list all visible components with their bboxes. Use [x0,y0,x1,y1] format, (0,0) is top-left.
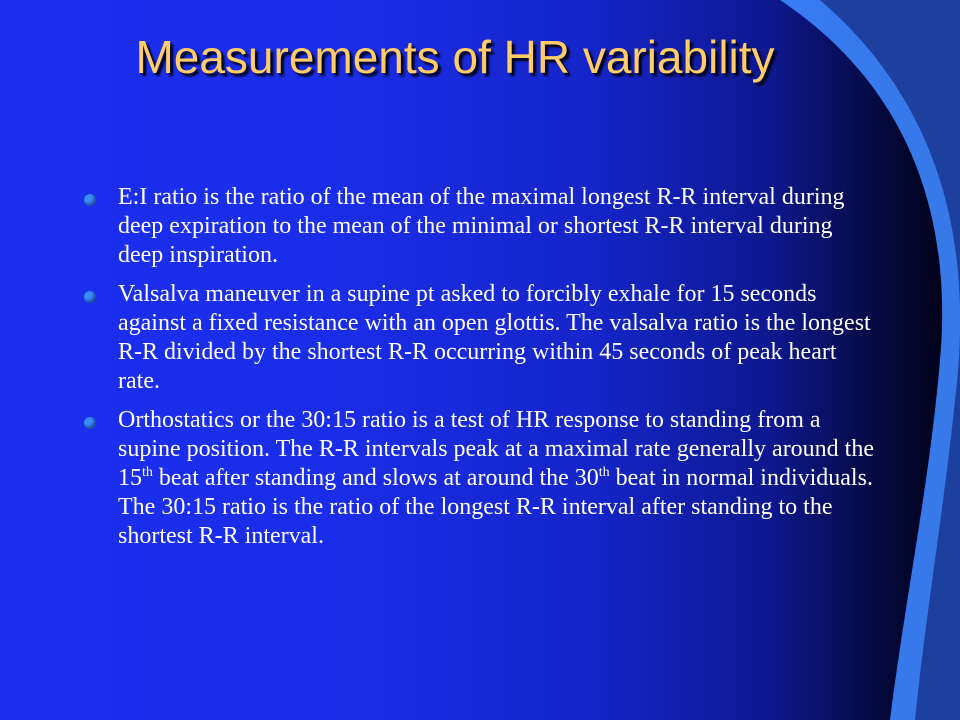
bullet-ei-ratio [84,183,874,270]
superscript-th: th [142,465,153,480]
bullet-dot-icon [84,194,96,206]
slide-title: Measurements of HR variability [135,31,775,83]
bullet-dot-icon [84,291,96,303]
bullet-dot-icon [84,417,96,429]
bullet-text-part1: Orthostatics or the 30:15 ratio is a test of HR response to standing from a supine position. The R-R intervals peak at a maximal rate generally around the 15 [118,407,874,491]
bullet-text-part3: beat in normal individuals. The 30:15 ratio is the ratio of the longest R-R interval after standing to the shortest R-R interval. [118,465,873,549]
bullet-text: E:I ratio is the ratio of the mean of the maximal longest R-R interval during deep expiration to the mean of the minimal or shortest R-R interval during deep inspiration. [118,184,845,268]
bullet-text [118,406,874,551]
bullet-text-part2: beat after standing and slows at around the 30 [152,465,599,491]
bullet-list [84,183,874,561]
bullet-orthostatics [84,406,874,551]
bullet-text: Valsalva maneuver in a supine pt asked to forcibly exhale for 15 seconds against a fixed resistance with an open glottis. The valsalva ratio is the longest R-R divided by the shortest R-R occurring within 45 seconds of peak heart rate. [118,281,871,394]
superscript-th: th [598,465,610,480]
bullet-valsalva [84,280,874,396]
